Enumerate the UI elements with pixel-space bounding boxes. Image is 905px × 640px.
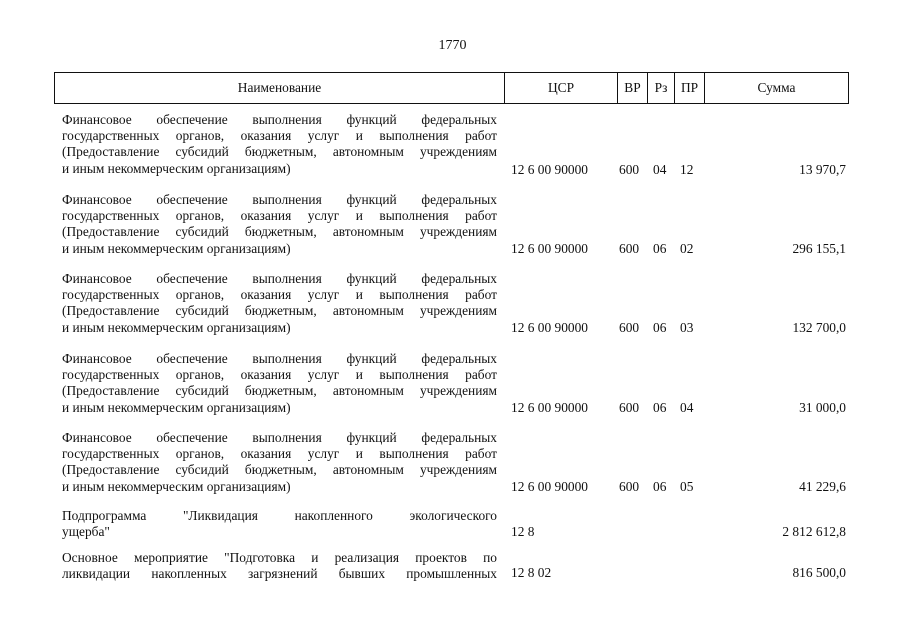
row-pr: 12 (680, 162, 694, 177)
row-name (62, 351, 497, 416)
row-name-line: и иным некоммерческим организациям) (62, 319, 291, 335)
page-number: 1770 (438, 38, 467, 53)
row-sum: 41 229,6 (799, 479, 846, 494)
row-csr: 12 6 00 90000 (511, 241, 588, 256)
table-header (54, 72, 849, 104)
row-name-line: и иным некоммерческим организациям) (62, 478, 291, 494)
row-sum: 13 970,7 (799, 162, 846, 177)
row-csr: 12 6 00 90000 (511, 320, 588, 335)
row-rz: 06 (653, 241, 667, 256)
row-name-line: государственных органов, оказания услуг и выполнения работ (62, 208, 497, 224)
row-name-line: Финансовое обеспечение выполнения функций федеральных (62, 351, 497, 366)
row-csr: 12 8 02 (511, 565, 552, 580)
row-name-line: (Предоставление субсидий бюджетным, автономным учреждениям (62, 144, 497, 160)
row-rz: 04 (653, 162, 667, 177)
row-pr: 04 (680, 400, 694, 415)
row-name-line: ущерба" (62, 524, 110, 540)
row-name-line: и иным некоммерческим организациям) (62, 240, 291, 256)
row-name-line: Финансовое обеспечение выполнения функций федеральных (62, 112, 497, 127)
row-name (62, 508, 497, 540)
row-csr: 12 6 00 90000 (511, 479, 588, 494)
row-sum: 816 500,0 (792, 565, 846, 580)
row-sum: 2 812 612,8 (782, 524, 846, 539)
row-vr: 600 (619, 162, 640, 177)
row-name (62, 550, 497, 582)
row-csr: 12 8 (511, 524, 535, 539)
row-name-line: государственных органов, оказания услуг и выполнения работ (62, 367, 497, 383)
row-sum: 296 155,1 (792, 241, 846, 256)
header-vr: ВР (618, 73, 648, 103)
row-pr: 02 (680, 241, 694, 256)
row-name-line: Подпрограмма "Ликвидация накопленного экологического (62, 508, 497, 523)
header-rz: Рз (648, 73, 675, 103)
row-name-line: (Предоставление субсидий бюджетным, автономным учреждениям (62, 383, 497, 399)
row-pr: 03 (680, 320, 694, 335)
row-name (62, 112, 497, 177)
row-sum: 132 700,0 (792, 320, 846, 335)
row-name-line: государственных органов, оказания услуг и выполнения работ (62, 128, 497, 144)
row-name (62, 192, 497, 257)
row-name-line: Финансовое обеспечение выполнения функций федеральных (62, 271, 497, 286)
row-rz: 06 (653, 400, 667, 415)
row-name-line: и иным некоммерческим организациям) (62, 399, 291, 415)
row-name (62, 430, 497, 495)
row-sum: 31 000,0 (799, 400, 846, 415)
row-name-line: Основное мероприятие "Подготовка и реализация проектов по (62, 550, 497, 565)
row-rz: 06 (653, 320, 667, 335)
row-name-line: (Предоставление субсидий бюджетным, автономным учреждениям (62, 303, 497, 319)
header-csr: ЦСР (505, 73, 618, 103)
row-name-line: государственных органов, оказания услуг и выполнения работ (62, 446, 497, 462)
row-name (62, 271, 497, 336)
header-name: Наименование (55, 73, 505, 103)
row-pr: 05 (680, 479, 694, 494)
row-name-line: Финансовое обеспечение выполнения функций федеральных (62, 192, 497, 207)
row-name-line: (Предоставление субсидий бюджетным, автономным учреждениям (62, 462, 497, 478)
header-sum: Сумма (757, 80, 796, 95)
row-csr: 12 6 00 90000 (511, 162, 588, 177)
row-vr: 600 (619, 400, 640, 415)
row-name-line: Финансовое обеспечение выполнения функций федеральных (62, 430, 497, 445)
header-pr: ПР (675, 73, 705, 103)
row-name-line: и иным некоммерческим организациям) (62, 160, 291, 176)
row-name-line: государственных органов, оказания услуг и выполнения работ (62, 287, 497, 303)
row-vr: 600 (619, 320, 640, 335)
row-name-line: (Предоставление субсидий бюджетным, автономным учреждениям (62, 224, 497, 240)
row-name-line: ликвидации накопленных загрязнений бывших промышленных (62, 566, 497, 582)
row-rz: 06 (653, 479, 667, 494)
row-vr: 600 (619, 241, 640, 256)
row-vr: 600 (619, 479, 640, 494)
row-csr: 12 6 00 90000 (511, 400, 588, 415)
